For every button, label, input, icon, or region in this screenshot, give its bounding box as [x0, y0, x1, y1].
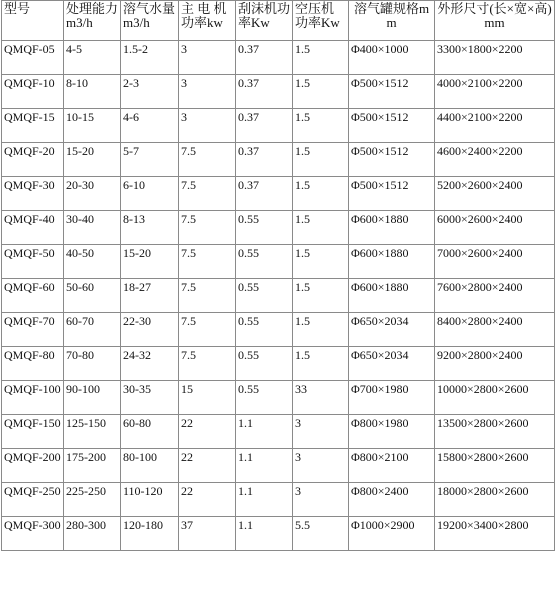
cell-dimensions: 10000×2800×2600	[435, 381, 555, 415]
cell-capacity: 125-150	[64, 415, 121, 449]
cell-tank-spec: Φ800×2100	[349, 449, 435, 483]
cell-tank-spec: Φ500×1512	[349, 109, 435, 143]
table-row	[2, 415, 555, 449]
cell-capacity: 8-10	[64, 75, 121, 109]
table-row	[2, 483, 555, 517]
cell-main-motor-power: 15	[179, 381, 236, 415]
cell-dissolved-water: 15-20	[121, 245, 179, 279]
cell-capacity: 20-30	[64, 177, 121, 211]
cell-dimensions: 7000×2600×2400	[435, 245, 555, 279]
cell-model: QMQF-40	[2, 211, 64, 245]
header-main-motor-power: 主 电 机功率kw	[179, 1, 236, 41]
cell-dissolved-water: 4-6	[121, 109, 179, 143]
cell-dimensions: 9200×2800×2400	[435, 347, 555, 381]
cell-dimensions: 7600×2800×2400	[435, 279, 555, 313]
table-row	[2, 517, 555, 551]
cell-main-motor-power: 22	[179, 483, 236, 517]
cell-model: QMQF-70	[2, 313, 64, 347]
table-row	[2, 109, 555, 143]
cell-main-motor-power: 7.5	[179, 245, 236, 279]
cell-tank-spec: Φ500×1512	[349, 177, 435, 211]
cell-main-motor-power: 7.5	[179, 347, 236, 381]
cell-compressor-power: 1.5	[293, 177, 349, 211]
table-row	[2, 41, 555, 75]
cell-compressor-power: 1.5	[293, 245, 349, 279]
cell-scraper-power: 0.55	[236, 245, 293, 279]
cell-model: QMQF-30	[2, 177, 64, 211]
cell-dissolved-water: 2-3	[121, 75, 179, 109]
cell-dimensions: 15800×2800×2600	[435, 449, 555, 483]
cell-compressor-power: 1.5	[293, 211, 349, 245]
cell-capacity: 40-50	[64, 245, 121, 279]
header-compressor-power: 空压机功率Kw	[293, 1, 349, 41]
cell-scraper-power: 1.1	[236, 483, 293, 517]
cell-model: QMQF-200	[2, 449, 64, 483]
cell-compressor-power: 33	[293, 381, 349, 415]
cell-main-motor-power: 3	[179, 75, 236, 109]
cell-scraper-power: 0.37	[236, 177, 293, 211]
cell-scraper-power: 1.1	[236, 449, 293, 483]
cell-dimensions: 8400×2800×2400	[435, 313, 555, 347]
cell-dissolved-water: 110-120	[121, 483, 179, 517]
table-row	[2, 449, 555, 483]
table-row	[2, 211, 555, 245]
cell-dimensions: 4400×2100×2200	[435, 109, 555, 143]
cell-scraper-power: 0.37	[236, 109, 293, 143]
cell-capacity: 60-70	[64, 313, 121, 347]
cell-compressor-power: 3	[293, 483, 349, 517]
cell-capacity: 15-20	[64, 143, 121, 177]
cell-compressor-power: 3	[293, 449, 349, 483]
cell-main-motor-power: 7.5	[179, 313, 236, 347]
cell-compressor-power: 1.5	[293, 313, 349, 347]
table-row	[2, 381, 555, 415]
cell-scraper-power: 0.55	[236, 347, 293, 381]
header-tank-spec: 溶气罐规格mm	[349, 1, 435, 41]
cell-tank-spec: Φ600×1880	[349, 279, 435, 313]
cell-model: QMQF-250	[2, 483, 64, 517]
cell-dissolved-water: 22-30	[121, 313, 179, 347]
cell-dissolved-water: 30-35	[121, 381, 179, 415]
cell-compressor-power: 1.5	[293, 143, 349, 177]
cell-dissolved-water: 5-7	[121, 143, 179, 177]
spec-table-body	[2, 1, 555, 551]
cell-scraper-power: 0.55	[236, 381, 293, 415]
cell-scraper-power: 0.55	[236, 313, 293, 347]
table-row	[2, 143, 555, 177]
cell-tank-spec: Φ700×1980	[349, 381, 435, 415]
cell-capacity: 280-300	[64, 517, 121, 551]
cell-tank-spec: Φ500×1512	[349, 143, 435, 177]
header-dissolved-water: 溶气水量m3/h	[121, 1, 179, 41]
cell-model: QMQF-50	[2, 245, 64, 279]
cell-model: QMQF-150	[2, 415, 64, 449]
cell-tank-spec: Φ650×2034	[349, 313, 435, 347]
cell-dimensions: 19200×3400×2800	[435, 517, 555, 551]
cell-compressor-power: 1.5	[293, 279, 349, 313]
cell-compressor-power: 1.5	[293, 109, 349, 143]
cell-main-motor-power: 3	[179, 41, 236, 75]
cell-compressor-power: 5.5	[293, 517, 349, 551]
cell-tank-spec: Φ500×1512	[349, 75, 435, 109]
spec-table	[1, 0, 555, 551]
cell-capacity: 175-200	[64, 449, 121, 483]
cell-tank-spec: Φ600×1880	[349, 245, 435, 279]
cell-capacity: 90-100	[64, 381, 121, 415]
cell-tank-spec: Φ400×1000	[349, 41, 435, 75]
cell-capacity: 70-80	[64, 347, 121, 381]
cell-dissolved-water: 24-32	[121, 347, 179, 381]
cell-dissolved-water: 1.5-2	[121, 41, 179, 75]
cell-dissolved-water: 8-13	[121, 211, 179, 245]
cell-scraper-power: 1.1	[236, 415, 293, 449]
cell-dimensions: 6000×2600×2400	[435, 211, 555, 245]
cell-dimensions: 18000×2800×2600	[435, 483, 555, 517]
table-row	[2, 245, 555, 279]
cell-model: QMQF-10	[2, 75, 64, 109]
cell-main-motor-power: 3	[179, 109, 236, 143]
header-scraper-power: 刮沫机功率Kw	[236, 1, 293, 41]
cell-model: QMQF-60	[2, 279, 64, 313]
cell-compressor-power: 1.5	[293, 75, 349, 109]
cell-main-motor-power: 22	[179, 415, 236, 449]
cell-dimensions: 3300×1800×2200	[435, 41, 555, 75]
cell-dissolved-water: 6-10	[121, 177, 179, 211]
cell-dissolved-water: 80-100	[121, 449, 179, 483]
cell-scraper-power: 0.55	[236, 211, 293, 245]
cell-tank-spec: Φ600×1880	[349, 211, 435, 245]
cell-dissolved-water: 120-180	[121, 517, 179, 551]
cell-main-motor-power: 7.5	[179, 143, 236, 177]
table-row	[2, 313, 555, 347]
cell-main-motor-power: 7.5	[179, 279, 236, 313]
cell-dimensions: 5200×2600×2400	[435, 177, 555, 211]
cell-dimensions: 4000×2100×2200	[435, 75, 555, 109]
cell-capacity: 225-250	[64, 483, 121, 517]
cell-scraper-power: 0.37	[236, 41, 293, 75]
cell-dissolved-water: 60-80	[121, 415, 179, 449]
cell-model: QMQF-05	[2, 41, 64, 75]
header-dimensions: 外形尺寸(长×宽×高)mm	[435, 1, 555, 41]
cell-tank-spec: Φ800×1980	[349, 415, 435, 449]
cell-capacity: 50-60	[64, 279, 121, 313]
cell-compressor-power: 3	[293, 415, 349, 449]
cell-scraper-power: 0.37	[236, 143, 293, 177]
cell-main-motor-power: 37	[179, 517, 236, 551]
cell-model: QMQF-15	[2, 109, 64, 143]
cell-compressor-power: 1.5	[293, 41, 349, 75]
cell-scraper-power: 0.55	[236, 279, 293, 313]
cell-model: QMQF-300	[2, 517, 64, 551]
cell-main-motor-power: 22	[179, 449, 236, 483]
cell-tank-spec: Φ800×2400	[349, 483, 435, 517]
cell-dissolved-water: 18-27	[121, 279, 179, 313]
cell-model: QMQF-20	[2, 143, 64, 177]
cell-scraper-power: 0.37	[236, 75, 293, 109]
cell-scraper-power: 1.1	[236, 517, 293, 551]
table-row	[2, 347, 555, 381]
cell-capacity: 30-40	[64, 211, 121, 245]
cell-capacity: 4-5	[64, 41, 121, 75]
cell-model: QMQF-80	[2, 347, 64, 381]
header-capacity: 处理能力m3/h	[64, 1, 121, 41]
table-header-row	[2, 1, 555, 41]
cell-capacity: 10-15	[64, 109, 121, 143]
table-row	[2, 75, 555, 109]
cell-main-motor-power: 7.5	[179, 177, 236, 211]
cell-dimensions: 4600×2400×2200	[435, 143, 555, 177]
cell-model: QMQF-100	[2, 381, 64, 415]
cell-tank-spec: Φ1000×2900	[349, 517, 435, 551]
cell-dimensions: 13500×2800×2600	[435, 415, 555, 449]
cell-compressor-power: 1.5	[293, 347, 349, 381]
header-model: 型号	[2, 1, 64, 41]
cell-main-motor-power: 7.5	[179, 211, 236, 245]
table-row	[2, 279, 555, 313]
table-row	[2, 177, 555, 211]
cell-tank-spec: Φ650×2034	[349, 347, 435, 381]
